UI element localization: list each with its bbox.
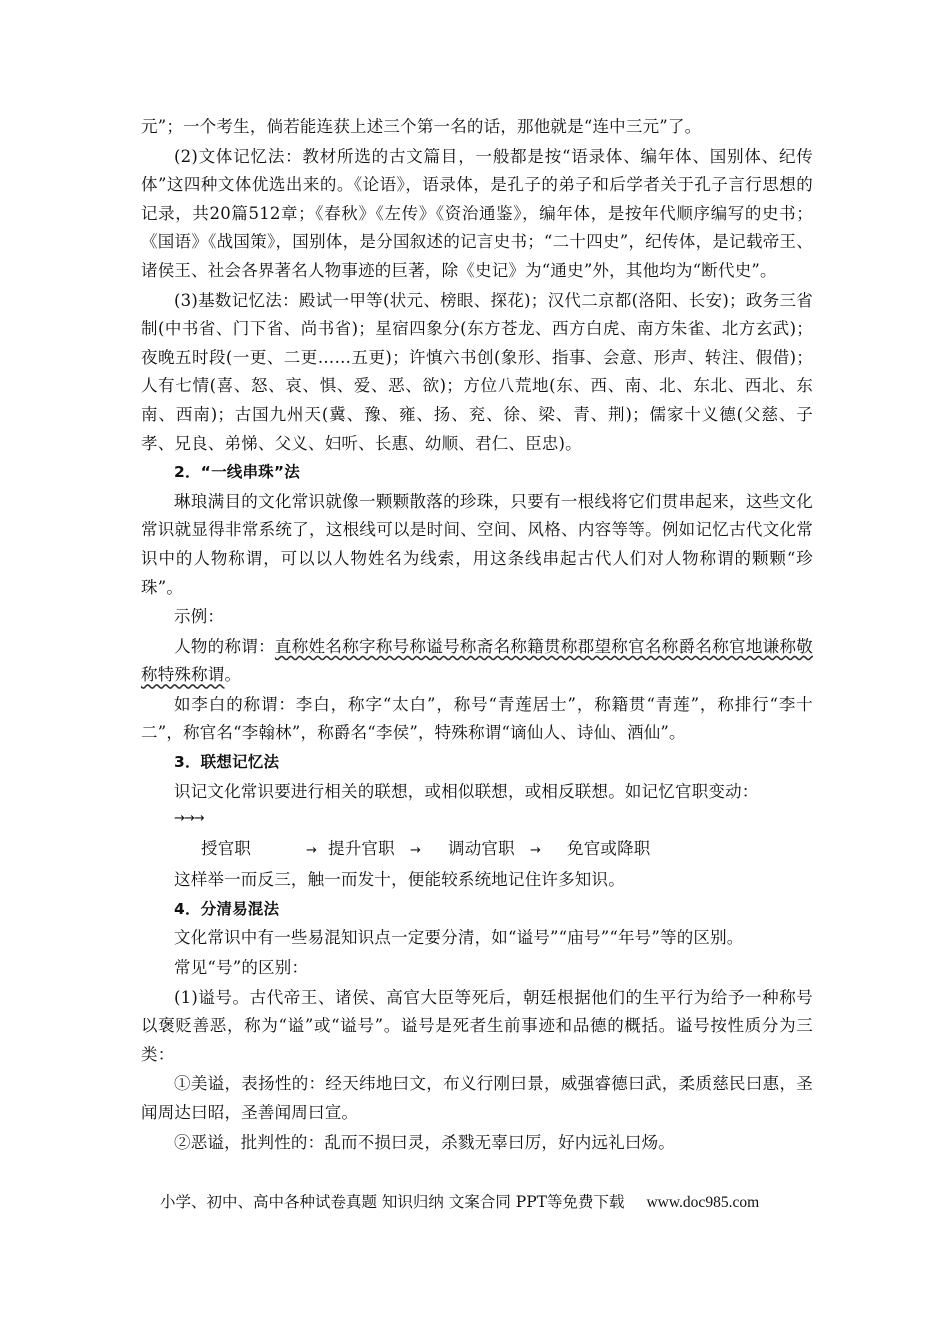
arrow-right-icon: → [306,843,318,859]
paragraph-number-memory: (3)基数记忆法：殿试一甲等(状元、榜眼、探花)；汉代二京都(洛阳、长安)；政务三省制(中书省、门下省、尚书省)；星宿四象分(东方苍龙、西方白虎、南方朱雀、北方玄武)；夜晚五时段(一更、二更……五更)；许慎六书创(象形、指事、会意、形声、转注、假借)；人有七情(喜、怒、哀、惧、爱、恶、欲)；方位八荒地(东、西、南、北、东北、西北、东南、西南)；古国九州天(冀、豫、雍、扬、兖、徐、梁、青、荆)；儒家十义德(父慈、子孝、兄良、弟悌、父义、妇听、长惠、幼顺、君仁、臣忠)。 [141,290,813,453]
section-heading-2: 2．“一线串珠”法 [174,463,300,482]
title-chain-list: 直称姓名称字称号称谥号称斋名称籍贯称郡望称官名称爵名称官地谦称敬称特殊称谓 [141,636,814,685]
footer-text: 小学、初中、高中各种试卷真题 知识归纳 文案合同 PPT等免费下载 [160,1193,625,1211]
footer-url[interactable]: www.doc985.com [646,1194,760,1211]
section-heading-3: 3．联想记忆法 [174,753,280,772]
paragraph-posthumous-name: (1)谥号。古代帝王、诸侯、高官大臣等死后，朝廷根据他们的生平行为给予一种称号以褒贬善恶，称为“谥”或“谥号”。谥号是死者生前事迹和品德的概括。谥号按性质分为三类： [141,987,813,1064]
flow-step-demote: 免官或降职 [567,839,651,859]
paragraph-confusion: 文化常识中有一些易混知识点一定要分清，如“谥号”“庙号”“年号”等的区别。 [174,928,744,948]
flow-step-transfer: 调动官职 [448,839,515,859]
arrow-right-icon: → [410,843,422,859]
flow-step-appoint: 授官职 [201,839,252,859]
paragraph-li-bai-example: 如李白的称谓：李白，称字“太白”，称号“青莲居士”，称籍贯“青莲”，称排行“李十二”，称官名“李翰林”，称爵名“李侯”，特殊称谓“谪仙人、诗仙、酒仙”。 [141,694,813,743]
paragraph-style-memory: (2)文体记忆法：教材所选的古文篇目，一般都是按“语录体、编年体、国别体、纪传体”这四种文体优选出来的。《论语》，语录体，是孔子的弟子和后学者关于孔子言行思想的记录，共20篇512章；《春秋》《左传》《资治通鉴》，编年体，是按年代顺序编写的史书；《国语》《战国策》，国别体，是分国叙述的记言史书；“二十四史”，纪传体，是记载帝王、诸侯王、社会各界著名人物事迹的巨著，除《史记》为“通史”外，其他均为“断代史”。 [141,146,813,280]
paragraph: 元”；一个考生，倘若能连获上述三个第一名的话，那他就是“连中三元”了。 [141,117,702,136]
title-chain-suffix: 。 [224,665,242,685]
paragraph-example-label: 示例： [174,607,225,627]
paragraph-association: 识记文化常识要进行相关的联想，或相似联想，或相反联想。如记忆官职变动： [174,781,759,801]
paragraph-bad-posthumous: ②恶谥，批判性的：乱而不损曰灵，杀戮无辜曰厉，好内远礼曰炀。 [174,1132,675,1152]
page-footer [160,1191,800,1214]
arrows-line: →→→ [174,811,204,827]
paragraph-thread-method: 琳琅满目的文化常识就像一颗颗散落的珍珠，只要有一根线将它们贯串起来，这些文化常识就显得非常系统了，这根线可以是时间、空间、风格、内容等等。例如记忆古代文化常识中的人物称谓，可以以人物姓名为线索，用这条线串起古代人们对人物称谓的颗颗“珍珠”。 [141,491,813,597]
paragraph-hao-diff: 常见“号”的区别： [174,958,309,978]
title-chain-prefix: 人物的称谓： [174,636,275,656]
paragraph-good-posthumous: ①美谥，表扬性的：经天纬地曰文，布义行刚曰景，威强睿德曰武，柔质慈民曰惠，圣闻周达曰昭，圣善闻周曰宣。 [141,1074,813,1122]
paragraph-inference: 这样举一而反三，触一而发十，便能较系统地记住许多知识。 [174,870,625,890]
arrow-right-icon: → [530,843,542,859]
paragraph-title-chain [141,633,813,690]
flow-step-promote: 提升官职 [328,839,395,859]
section-heading-4: 4．分清易混法 [174,899,280,918]
official-career-flow [141,832,813,866]
document-body [141,113,813,1157]
